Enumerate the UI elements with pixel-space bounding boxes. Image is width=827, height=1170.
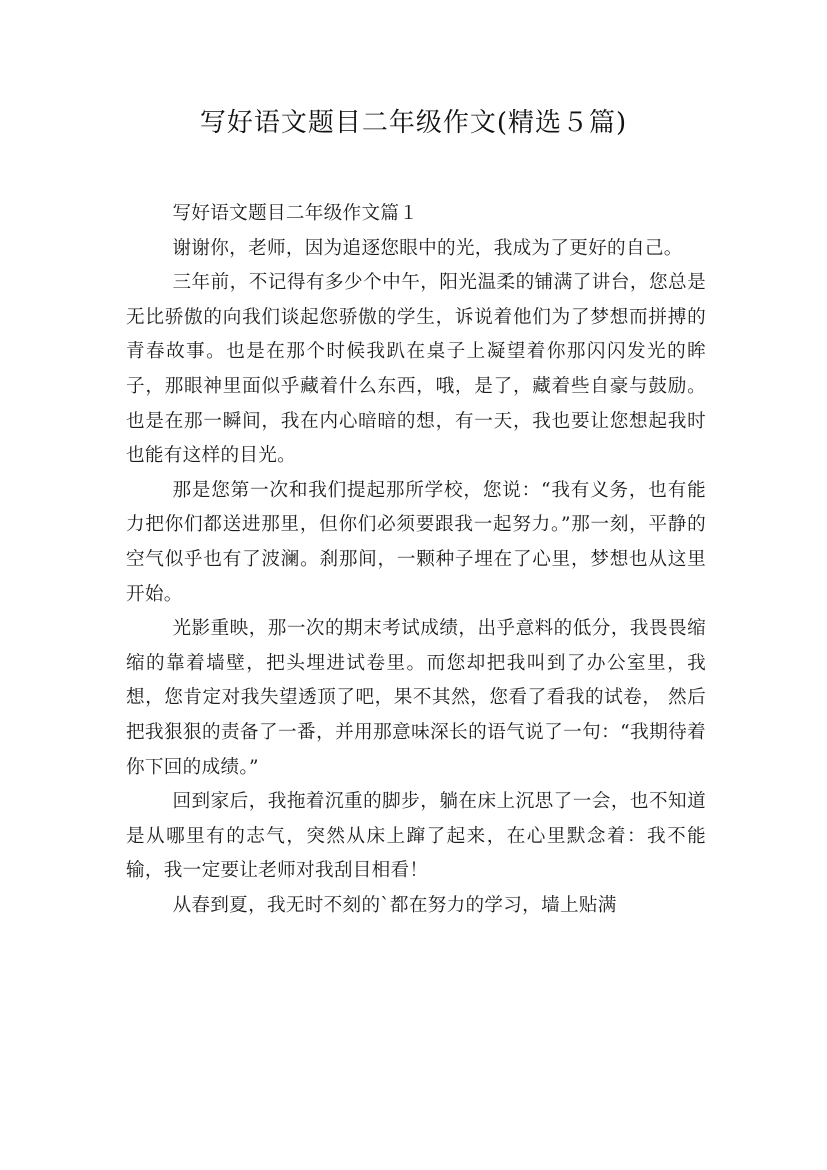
document-title: 写好语文题目二年级作文(精选５篇) [199,108,628,138]
paragraph: 回到家后，我拖着沉重的脚步，躺在床上沉思了一会，也不知道是从哪里有的志气，突然从床上蹿了起来，在心里默念着：我不能输，我一定要让老师对我刮目相看！ [126,791,706,882]
paragraph: 光影重映，那一次的期末考试成绩，出乎意料的低分，我畏畏缩缩的靠着墙壁，把头埋进试卷里。而您却把我叫到了办公室里，我想，您肯定对我失望透顶了吧，果不其然，您看了看我的试卷， 然后把我狠狠的责备了一番，并用那意味深长的语气说了一句：“我期待着你下回的成绩。” [126,618,706,778]
section-heading: 写好语文题目二年级作文篇１ [172,203,419,224]
document-body [126,197,706,923]
paragraph: 三年前，不记得有多少个中午，阳光温柔的铺满了讲台，您总是无比骄傲的向我们谈起您骄傲的学生，诉说着他们为了梦想而拼搏的青春故事。也是在那个时候我趴在桌子上凝望着你那闪闪发光的眸子，那眼神里面似乎藏着什么东西，哦，是了，藏着些自豪与鼓励。也是在那一瞬间，我在内心暗暗的想，有一天，我也要让您想起我时也能有这样的目光。 [126,272,706,467]
paragraph: 那是您第一次和我们提起那所学校，您说：“我有义务，也有能力把你们都送进那里，但你们必须要跟我一起努力。”那一刻，平静的空气似乎也有了波澜。刹那间，一颗种子埋在了心里，梦想也从这里开始。 [126,479,706,605]
paragraph: 谢谢你，老师，因为追逐您眼中的光，我成为了更好的自己。 [172,237,683,259]
paragraph: 从春到夏，我无时不刻的`都在努力的学习，墙上贴满 [172,894,617,916]
